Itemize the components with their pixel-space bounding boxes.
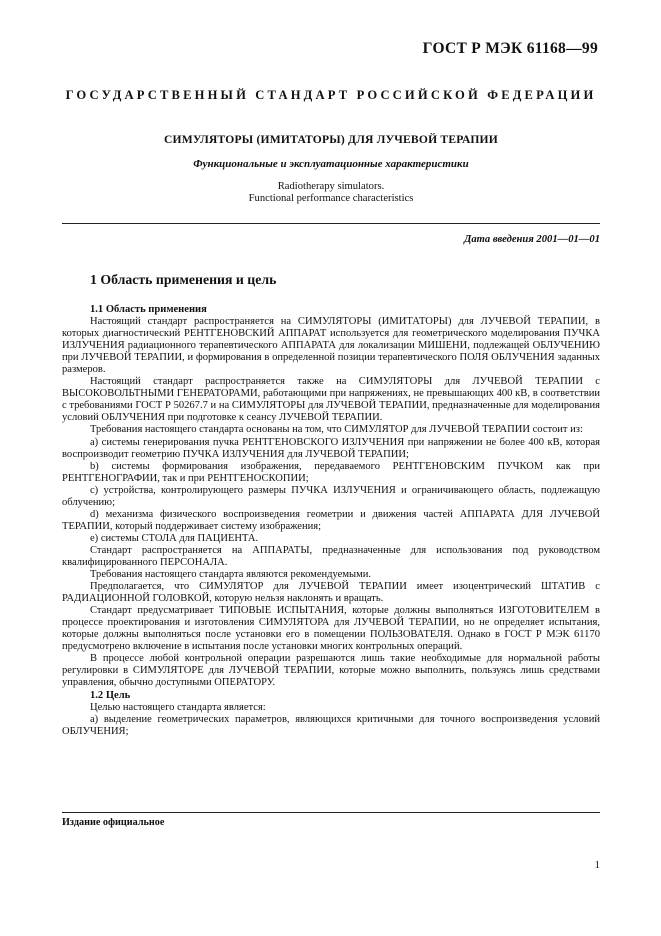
subsection-heading-1-1: 1.1 Область применения bbox=[90, 304, 207, 315]
list-item: а) выделение геометрических параметров, являющихся критичными для точного воспроизведения условий ОБЛУЧЕНИЯ; bbox=[62, 713, 600, 737]
document-title: СИМУЛЯТОРЫ (ИМИТАТОРЫ) ДЛЯ ЛУЧЕВОЙ ТЕРАПИИ bbox=[163, 133, 498, 146]
paragraph: Предполагается, что СИМУЛЯТОР для ЛУЧЕВОЙ ТЕРАПИИ имеет изоцентрический ШТАТИВ с РАДИАЦИОННОЙ ГОЛОВКОЙ, которую нельзя наклонять и вращать. bbox=[62, 581, 600, 605]
bottom-divider bbox=[62, 812, 600, 813]
body-text bbox=[62, 304, 600, 738]
subsection-heading-1-2: 1.2 Цель bbox=[90, 689, 131, 701]
standard-code: ГОСТ Р МЭК 61168—99 bbox=[422, 40, 598, 57]
paragraph: Требования настоящего стандарта являются рекомендуемыми. bbox=[90, 569, 372, 581]
english-title-line2: Functional performance characteristics bbox=[248, 193, 414, 204]
list-item: d) механизма физического воспроизведения геометрии и движения частей АППАРАТА ДЛЯ ЛУЧЕВОЙ ТЕРАПИИ, который поддерживает систему изображения; bbox=[62, 508, 600, 532]
effective-date: Дата введения 2001—01—01 bbox=[464, 234, 600, 245]
edition-note: Издание официальное bbox=[62, 817, 165, 828]
paragraph: Стандарт распространяется на АППАРАТЫ, предназначенные для использования под руководством квалифицированного ПЕРСОНАЛА. bbox=[62, 544, 600, 568]
paragraph: Настоящий стандарт распространяется также на СИМУЛЯТОРЫ для ЛУЧЕВОЙ ТЕРАПИИ с ВЫСОКОВОЛЬТНЫМИ ГЕНЕРАТОРАМИ, работающими при напряжениях, не превышающих 400 кВ, в соответствии с требованиями ГОСТ Р 50267.7 и на СИМУЛЯТОРЫ для ЛУЧЕВОЙ ТЕРАПИИ, предназначенные для моделирования условий ОБЛУЧЕНИЯ при подготовке к сеансу ЛУЧЕВОЙ ТЕРАПИИ. bbox=[62, 376, 600, 424]
paragraph: В процессе любой контрольной операции разрешаются лишь такие необходимые для нормальной работы регулировки в СИМУЛЯТОРЕ для ЛУЧЕВОЙ ТЕРАПИИ, которые можно выполнить, пользуясь лишь средствами управления, обычно доступными ОПЕРАТОРУ. bbox=[62, 653, 600, 689]
document-subtitle: Функциональные и эксплуатационные характеристики bbox=[193, 158, 469, 170]
paragraph: Целью настоящего стандарта является: bbox=[90, 701, 266, 713]
top-divider bbox=[62, 223, 600, 224]
section-heading: 1 Область применения и цель bbox=[90, 272, 277, 287]
paragraph: Настоящий стандарт распространяется на СИМУЛЯТОРЫ (ИМИТАТОРЫ) для ЛУЧЕВОЙ ТЕРАПИИ, в которых диагностический РЕНТГЕНОВСКИЙ АППАРАТ используется для геометрического моделирования ПУЧКА ИЗЛУЧЕНИЯ радиационного терапевтического АППАРАТА для локализации МИШЕНИ, подлежащей ОБЛУЧЕНИЮ при ЛУЧЕВОЙ ТЕРАПИИ, и формирования в определенной позиции терапевтического ПОЛЯ ОБЛУЧЕНИЯ заданных размеров. bbox=[62, 316, 600, 376]
state-standard-banner: ГОСУДАРСТВЕННЫЙ СТАНДАРТ РОССИЙСКОЙ ФЕДЕРАЦИИ bbox=[65, 88, 597, 102]
list-item: с) устройства, контролирующего размеры ПУЧКА ИЗЛУЧЕНИЯ и ограничивающего область, подлежащую облучению; bbox=[62, 484, 600, 508]
list-item: е) системы СТОЛА для ПАЦИЕНТА. bbox=[90, 532, 259, 544]
paragraph: Требования настоящего стандарта основаны на том, что СИМУЛЯТОР для ЛУЧЕВОЙ ТЕРАПИИ состоит из: bbox=[90, 424, 583, 436]
list-item: b) системы формирования изображения, передаваемого РЕНТГЕНОВСКИМ ПУЧКОМ как при РЕНТГЕНОГРАФИИ, так и при РЕНТГЕНОСКОПИИ; bbox=[62, 460, 600, 484]
paragraph: Стандарт предусматривает ТИПОВЫЕ ИСПЫТАНИЯ, которые должны выполняться ИЗГОТОВИТЕЛЕМ в процессе проектирования и изготовления СИМУЛЯТОРА для ЛУЧЕВОЙ ТЕРАПИИ, но не определяет испытания, которые должны выполняться после установки его в помещении ПОЛЬЗОВАТЕЛЯ. Однако в ГОСТ Р МЭК 61170 предусмотрено включение в испытания после установки многих контрольных операций. bbox=[62, 605, 600, 653]
page-number: 1 bbox=[594, 859, 600, 871]
english-title-line1: Radiotherapy simulators. bbox=[277, 181, 385, 192]
list-item: а) системы генерирования пучка РЕНТГЕНОВСКОГО ИЗЛУЧЕНИЯ при напряжении не более 400 кВ, которая воспроизводит геометрию ПУЧКА ИЗЛУЧЕНИЯ для ЛУЧЕВОЙ ТЕРАПИИ; bbox=[62, 436, 600, 460]
english-title bbox=[62, 181, 600, 205]
